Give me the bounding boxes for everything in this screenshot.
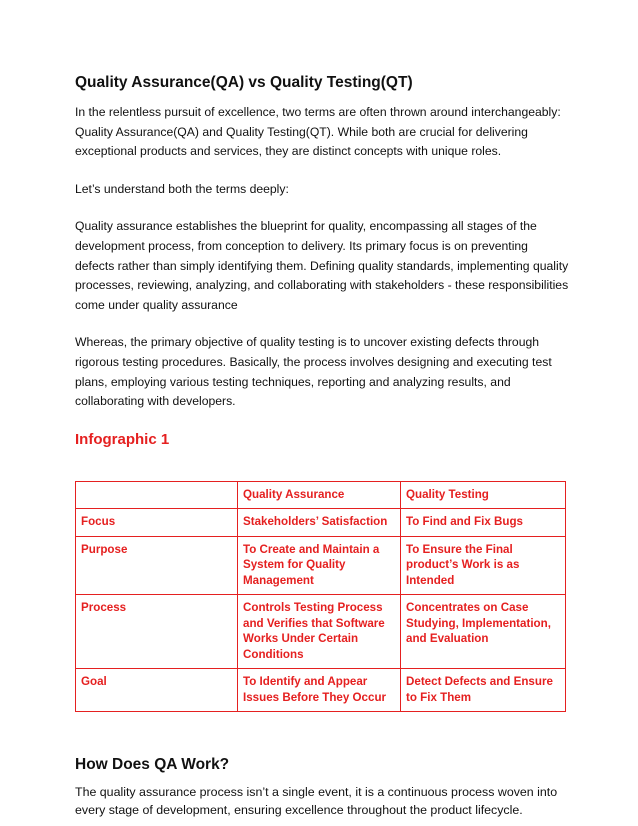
table-cell: To Identify and Appear Issues Before They Occur <box>238 669 401 712</box>
table-cell: Goal <box>76 669 238 712</box>
article-heading: Quality Assurance(QA) vs Quality Testing(QT) <box>75 74 413 91</box>
table-cell: Purpose <box>76 536 238 595</box>
document-content <box>75 72 570 819</box>
section-paragraph: The quality assurance process isn’t a single event, it is a continuous process woven into every stage of development, ensuring excellence throughout the product lifecycle. <box>75 785 558 818</box>
table-cell: Detect Defects and Ensure to Fix Them <box>401 669 566 712</box>
understand-paragraph: Let’s understand both the terms deeply: <box>75 181 289 196</box>
table-header-cell: Quality Assurance <box>238 481 401 509</box>
table-cell: Stakeholders’ Satisfaction <box>238 509 401 537</box>
qa-paragraph: Quality assurance establishes the blueprint for quality, encompassing all stages of the development process, from conception to delivery. Its primary focus is on preventing defects rather than simply identifying them. Defining quality standards, implementing quality processes, reviewing, analyzing, and collaborating with stakeholders - these responsibilities come under quality assurance <box>75 219 569 312</box>
table-row <box>76 669 566 712</box>
table-row <box>76 509 566 537</box>
table-cell: Controls Testing Process and Verifies that Software Works Under Certain Conditions <box>238 595 401 669</box>
table-header-cell: Quality Testing <box>401 481 566 509</box>
table-cell: Process <box>76 595 238 669</box>
table-row <box>76 536 566 595</box>
table-cell: Focus <box>76 509 238 537</box>
table-header-cell <box>76 481 238 509</box>
table-cell: To Create and Maintain a System for Quality Management <box>238 536 401 595</box>
table-row <box>76 595 566 669</box>
table-cell: To Find and Fix Bugs <box>401 509 566 537</box>
table-cell: Concentrates on Case Studying, Implementation, and Evaluation <box>401 595 566 669</box>
infographic-title: Infographic 1 <box>75 430 170 448</box>
table-header-row <box>76 481 566 509</box>
comparison-table <box>75 481 566 713</box>
table-cell: To Ensure the Final product’s Work is as Intended <box>401 536 566 595</box>
qt-paragraph: Whereas, the primary objective of quality testing is to uncover existing defects through rigorous testing procedures. Basically, the process involves designing and executing test plans, employing various testing techniques, reporting and analyzing results, and collaborating with developers. <box>75 335 552 409</box>
intro-paragraph: In the relentless pursuit of excellence, two terms are often thrown around interchangeably: Quality Assurance(QA) and Quality Testing(QT). While both are crucial for delivering exceptional products and services, they are distinct concepts with unique roles. <box>75 105 561 159</box>
section-heading: How Does QA Work? <box>75 756 230 774</box>
